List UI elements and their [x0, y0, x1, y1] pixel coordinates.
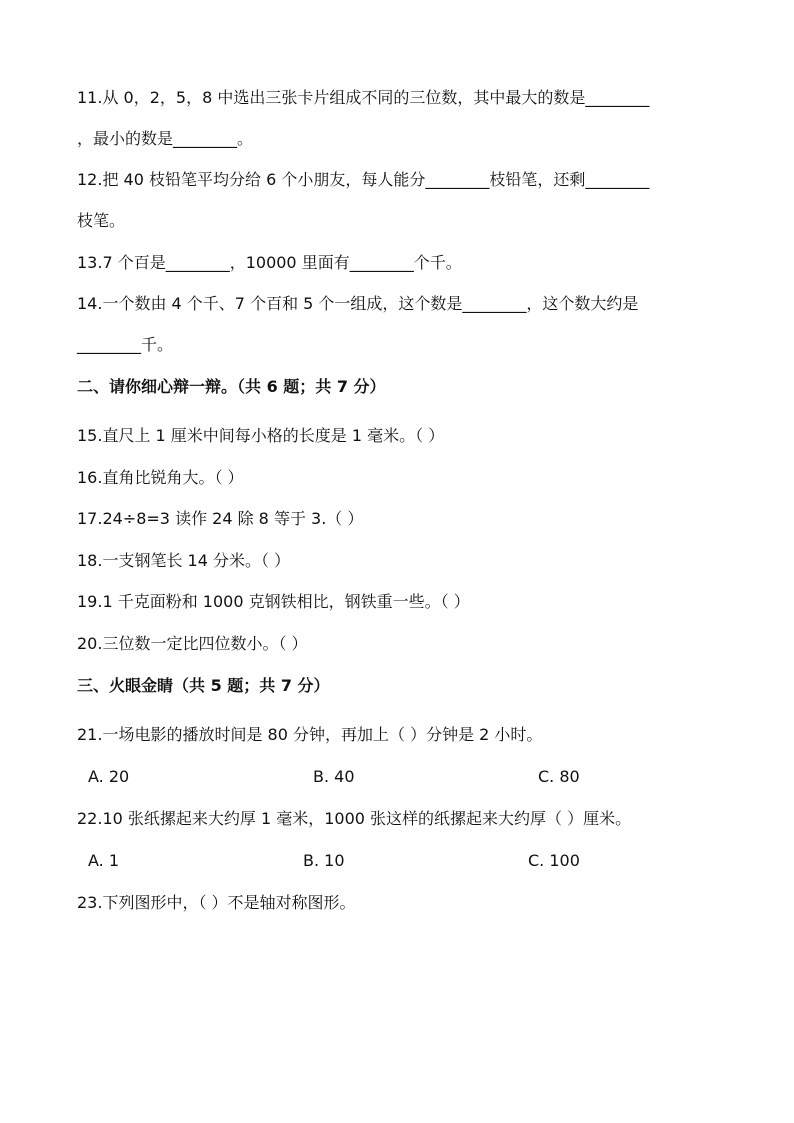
- question-19: 19.1 千克面粉和 1000 克钢铁相比，钢铁重一些。（ ）: [77, 592, 470, 611]
- question-11-line-2: ，最小的数是________。: [77, 129, 254, 148]
- question-23: 23.下列图形中，（ ）不是轴对称图形。: [77, 893, 356, 912]
- question-22: 22.10 张纸摞起来大约厚 1 毫米，1000 张这样的纸摞起来大约厚（ ）厘米。: [77, 809, 632, 828]
- question-16: 16.直角比锐角大。（ ）: [77, 468, 244, 487]
- section-2-heading: 二、请你细心辩一辩。（共 6 题；共 7 分）: [77, 377, 386, 396]
- question-12-line-2: 枝笔。: [77, 211, 126, 230]
- question-14-line-2: ________千。: [77, 335, 174, 354]
- question-21-option-a: A. 20: [88, 767, 130, 786]
- question-12-line-1: 12.把 40 枝铅笔平均分给 6 个小朋友，每人能分________枝铅笔，还剩________: [77, 170, 650, 189]
- question-21: 21.一场电影的播放时间是 80 分钟，再加上（ ）分钟是 2 小时。: [77, 725, 543, 744]
- question-17: 17.24÷8=3 读作 24 除 8 等于 3.（ ）: [77, 509, 364, 528]
- question-15: 15.直尺上 1 厘米中间每小格的长度是 1 毫米。（ ）: [77, 426, 445, 445]
- question-13: 13.7 个百是________，10000 里面有________个千。: [77, 253, 462, 272]
- question-22-option-a: A. 1: [88, 851, 120, 870]
- section-3-heading: 三、火眼金睛（共 5 题；共 7 分）: [77, 676, 330, 695]
- question-22-options: [0, 849, 794, 873]
- question-11-line-1: 11.从 0，2，5，8 中选出三张卡片组成不同的三位数，其中最大的数是________: [77, 88, 650, 107]
- question-18: 18.一支钢笔长 14 分米。（ ）: [77, 551, 291, 570]
- question-14-line-1: 14.一个数由 4 个千、7 个百和 5 个一组成，这个数是________，这个数大约是: [77, 294, 639, 313]
- question-21-option-b: B. 40: [313, 767, 355, 786]
- question-22-option-c: C. 100: [528, 851, 580, 870]
- question-22-option-b: B. 10: [303, 851, 345, 870]
- question-21-options: [0, 765, 794, 789]
- question-20: 20.三位数一定比四位数小。（ ）: [77, 634, 308, 653]
- question-21-option-c: C. 80: [538, 767, 580, 786]
